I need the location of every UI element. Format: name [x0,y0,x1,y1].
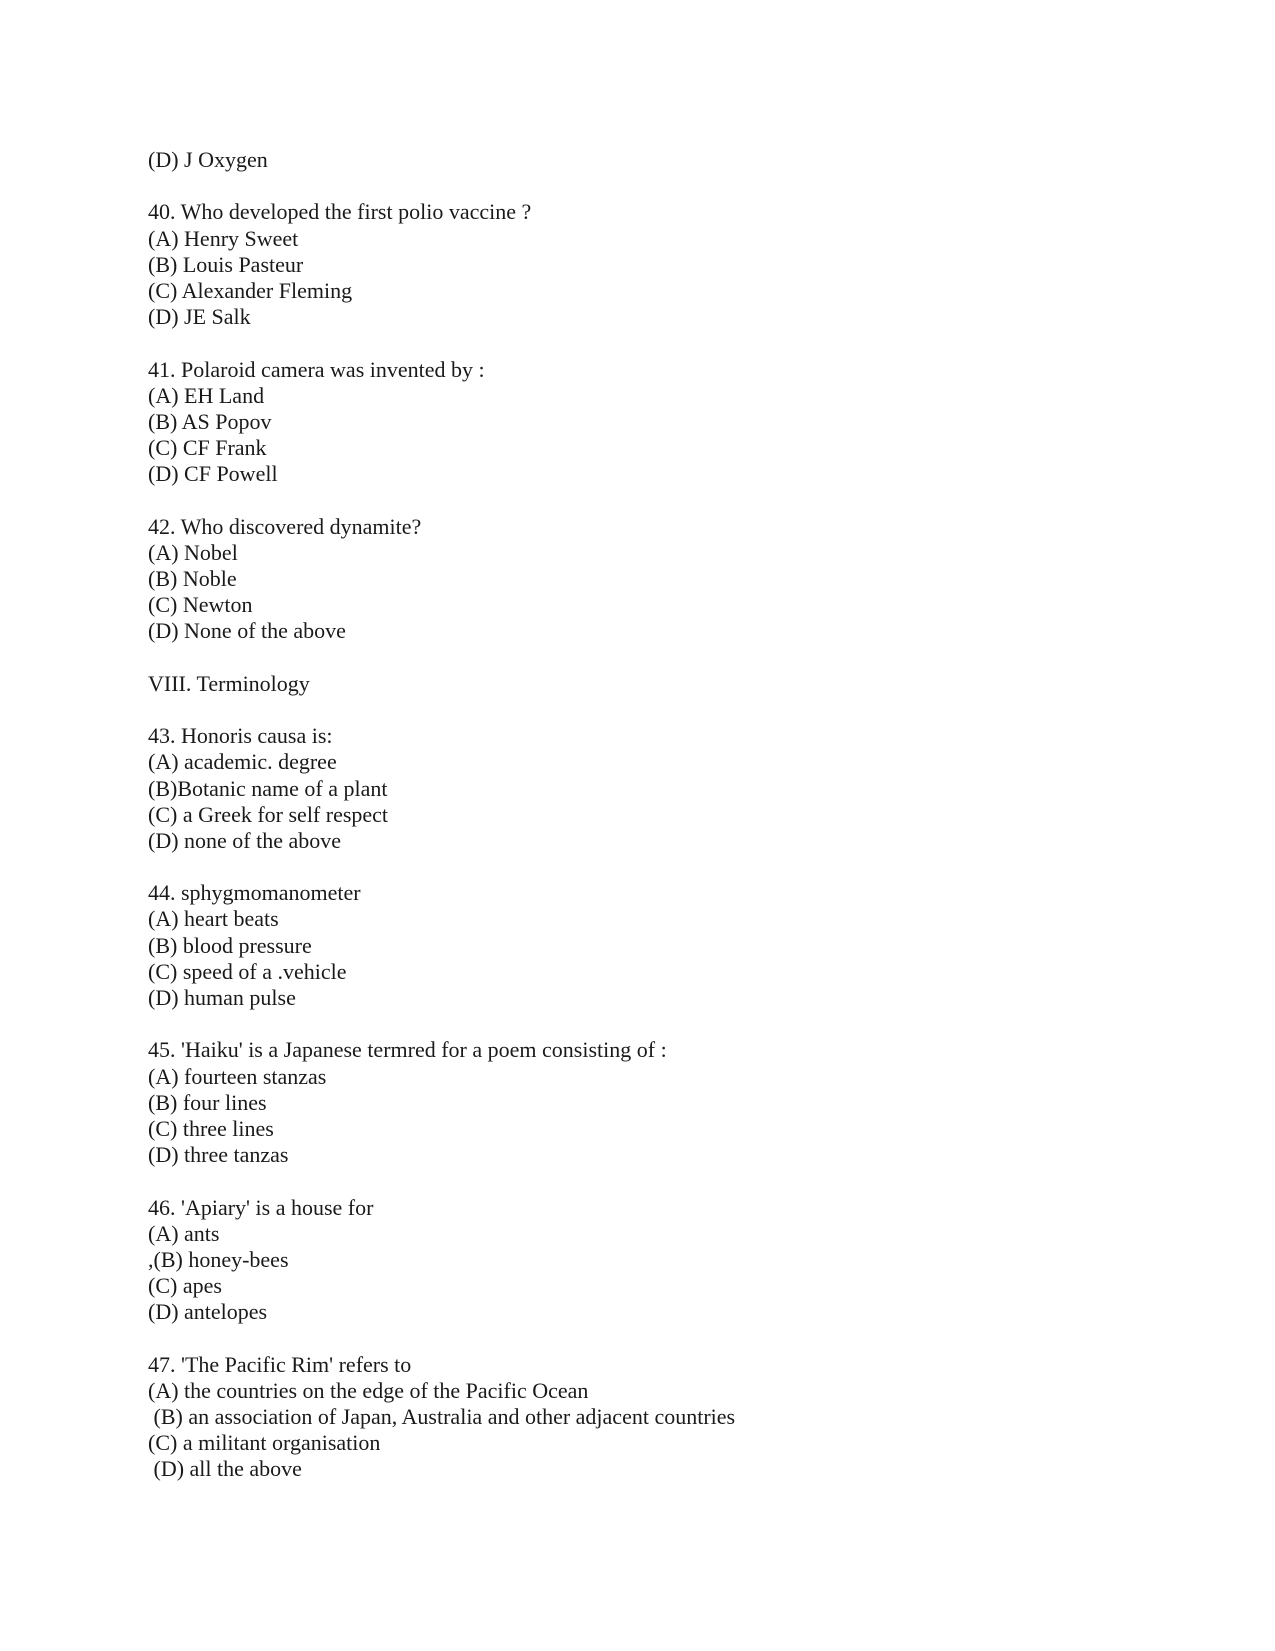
option: (B) Louis Pasteur [148,251,304,277]
spacer [148,1168,1148,1194]
option: (A) the countries on the edge of the Pacific Ocean [148,1377,589,1403]
option: (A) Nobel [148,539,238,565]
option: (B) AS Popov [148,408,272,434]
option: ,(B) honey-bees [148,1246,289,1272]
spacer [148,1011,1148,1037]
option: (D) none of the above [148,827,342,853]
option: (D) None of the above [148,618,346,644]
option: (B) Noble [148,566,237,591]
option: (D) all the above [148,1456,302,1482]
carryover-option: (D) J Oxygen [148,147,268,172]
question-text: 41. Polaroid camera was invented by : [148,356,485,382]
option: (A) fourteen stanzas [148,1063,327,1089]
document-page [148,147,1148,1483]
option: (C) a militant organisation [148,1430,381,1456]
question-44 [148,880,1148,1011]
spacer [148,173,1148,199]
question-text: 44. sphygmomanometer [148,880,361,906]
option: (A) academic. degree [148,749,337,775]
question-text: 40. Who developed the first polio vaccine ? [148,199,532,225]
question-47 [148,1352,1148,1483]
question-text: 45. 'Haiku' is a Japanese termred for a poem consisting of : [148,1037,667,1063]
question-40 [148,199,1148,330]
spacer [148,487,1148,513]
option: (D) JE Salk [148,304,251,330]
option: (C) speed of a .vehicle [148,958,347,984]
option: (C) CF Frank [148,435,267,461]
spacer [148,330,1148,356]
option: (A) ants [148,1220,220,1246]
question-42 [148,514,1148,645]
spacer [148,697,1148,723]
option: (D) CF Powell [148,461,278,487]
option: (C) apes [148,1273,222,1299]
question-text: 46. 'Apiary' is a house for [148,1194,374,1220]
option: (A) Henry Sweet [148,225,299,251]
question-45 [148,1037,1148,1168]
question-43 [148,723,1148,854]
option: (B) an association of Japan, Australia and other adjacent countries [148,1404,736,1429]
question-41 [148,357,1148,488]
question-text: 42. Who discovered dynamite? [148,513,422,539]
option: (C) three lines [148,1115,274,1141]
spacer [148,1325,1148,1351]
question-text: 47. 'The Pacific Rim' refers to [148,1351,412,1377]
spacer [148,854,1148,880]
option: (D) three tanzas [148,1142,289,1168]
option: (A) heart beats [148,906,279,932]
option: (B) four lines [148,1089,267,1115]
option: (B) blood pressure [148,932,312,958]
option: (D) antelopes [148,1299,268,1325]
question-text: 43. Honoris causa is: [148,723,333,749]
section-heading: VIII. Terminology [148,670,310,696]
option: (B)Botanic name of a plant [148,775,388,801]
option: (C) a Greek for self respect [148,801,389,827]
question-46 [148,1195,1148,1326]
option: (C) Alexander Fleming [148,277,353,303]
option: (D) human pulse [148,985,296,1010]
spacer [148,645,1148,671]
option: (C) Newton [148,592,253,618]
option: (A) EH Land [148,382,265,408]
